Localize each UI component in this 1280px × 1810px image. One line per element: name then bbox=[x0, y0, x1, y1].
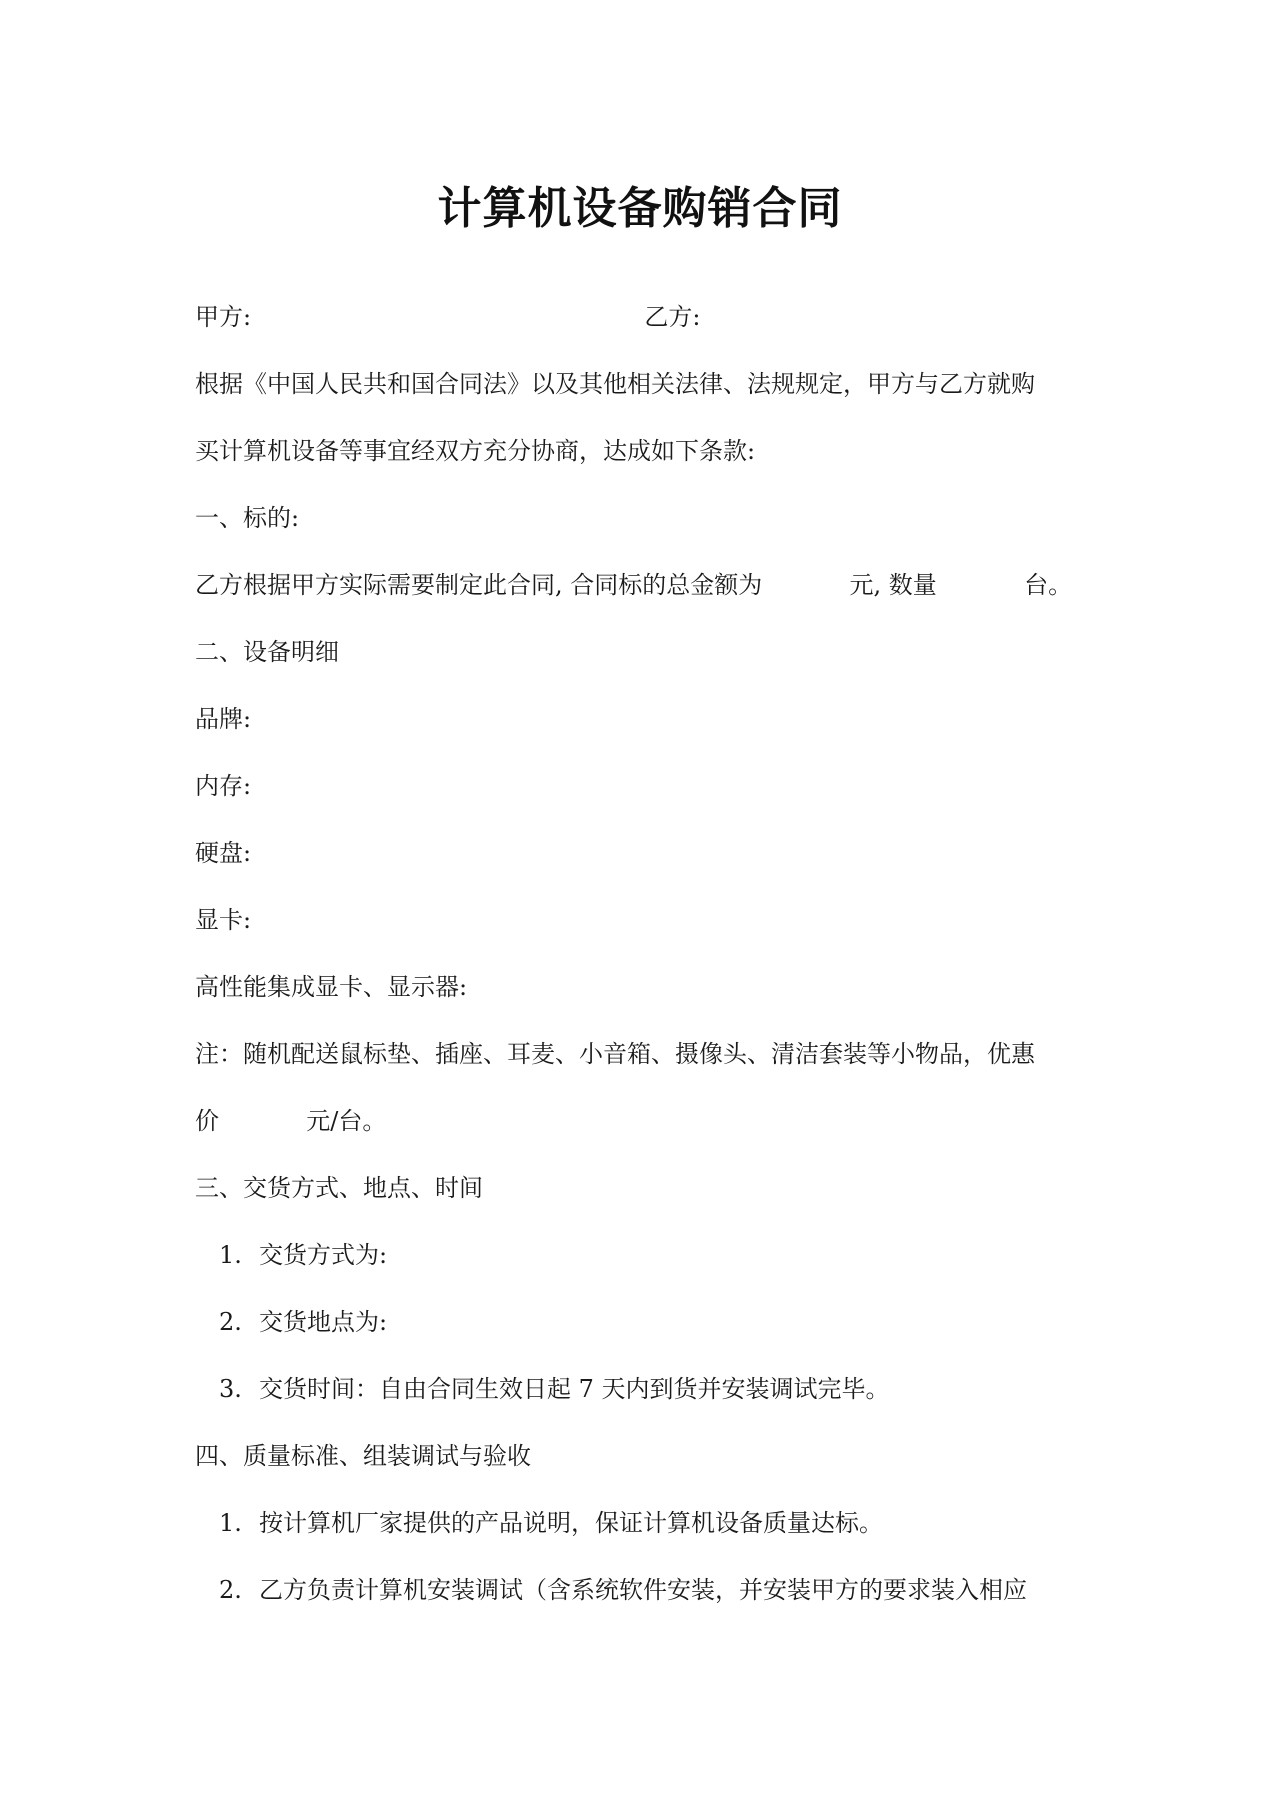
section-3-heading: 三、交货方式、地点、时间 bbox=[195, 1174, 483, 1202]
parties-line bbox=[195, 300, 1095, 334]
spec-disk: 硬盘: bbox=[195, 839, 252, 867]
list-item-text: 交货方式为: bbox=[259, 1241, 388, 1269]
list-item-number: 1. bbox=[219, 1509, 242, 1537]
spec-memory: 内存: bbox=[195, 772, 252, 800]
spec-display: 高性能集成显卡、显示器: bbox=[195, 973, 468, 1001]
section-4-heading: 四、质量标准、组装调试与验收 bbox=[195, 1442, 531, 1470]
intro-line-1: 根据《中国人民共和国合同法》以及其他相关法律、法规规定，甲方与乙方就购 bbox=[195, 370, 1035, 398]
section-1-text-c: 台。 bbox=[1024, 571, 1073, 599]
list-item-number: 2. bbox=[219, 1308, 242, 1336]
party-a-label: 甲方: bbox=[195, 303, 252, 331]
section-1-heading: 一、标的: bbox=[195, 504, 300, 532]
list-item-number: 3. bbox=[219, 1375, 242, 1403]
note-line-1: 注：随机配送鼠标垫、插座、耳麦、小音箱、摄像头、清洁套装等小物品，优惠 bbox=[195, 1040, 1035, 1068]
spec-brand: 品牌: bbox=[195, 705, 252, 733]
note-line-2 bbox=[195, 1104, 1095, 1138]
section-1-text bbox=[195, 568, 1095, 602]
section-1-text-b: 元, 数量 bbox=[849, 571, 937, 599]
list-item-text: 交货地点为: bbox=[259, 1308, 388, 1336]
list-item bbox=[219, 1305, 1119, 1339]
section-1-text-a: 乙方根据甲方实际需要制定此合同, 合同标的总金额为 bbox=[195, 571, 763, 599]
note-line-2-b: 元/台。 bbox=[306, 1107, 387, 1135]
list-item-number: 2. bbox=[219, 1576, 242, 1604]
note-line-2-a: 价 bbox=[195, 1107, 219, 1135]
spec-gpu: 显卡: bbox=[195, 906, 252, 934]
list-item-number: 1. bbox=[219, 1241, 242, 1269]
list-item-text: 乙方负责计算机安装调试（含系统软件安装，并安装甲方的要求装入相应 bbox=[259, 1576, 1027, 1604]
document-title: 计算机设备购销合同 bbox=[437, 183, 843, 234]
intro-line-2: 买计算机设备等事宜经双方充分协商，达成如下条款: bbox=[195, 437, 756, 465]
list-item bbox=[219, 1238, 1119, 1272]
list-item bbox=[219, 1372, 1119, 1406]
list-item bbox=[219, 1573, 1119, 1607]
list-item-text: 交货时间：自由合同生效日起 7 天内到货并安装调试完毕。 bbox=[259, 1375, 890, 1403]
section-2-heading: 二、设备明细 bbox=[195, 638, 339, 666]
party-b-label: 乙方: bbox=[644, 303, 701, 331]
list-item bbox=[219, 1506, 1119, 1540]
list-item-text: 按计算机厂家提供的产品说明，保证计算机设备质量达标。 bbox=[259, 1509, 883, 1537]
